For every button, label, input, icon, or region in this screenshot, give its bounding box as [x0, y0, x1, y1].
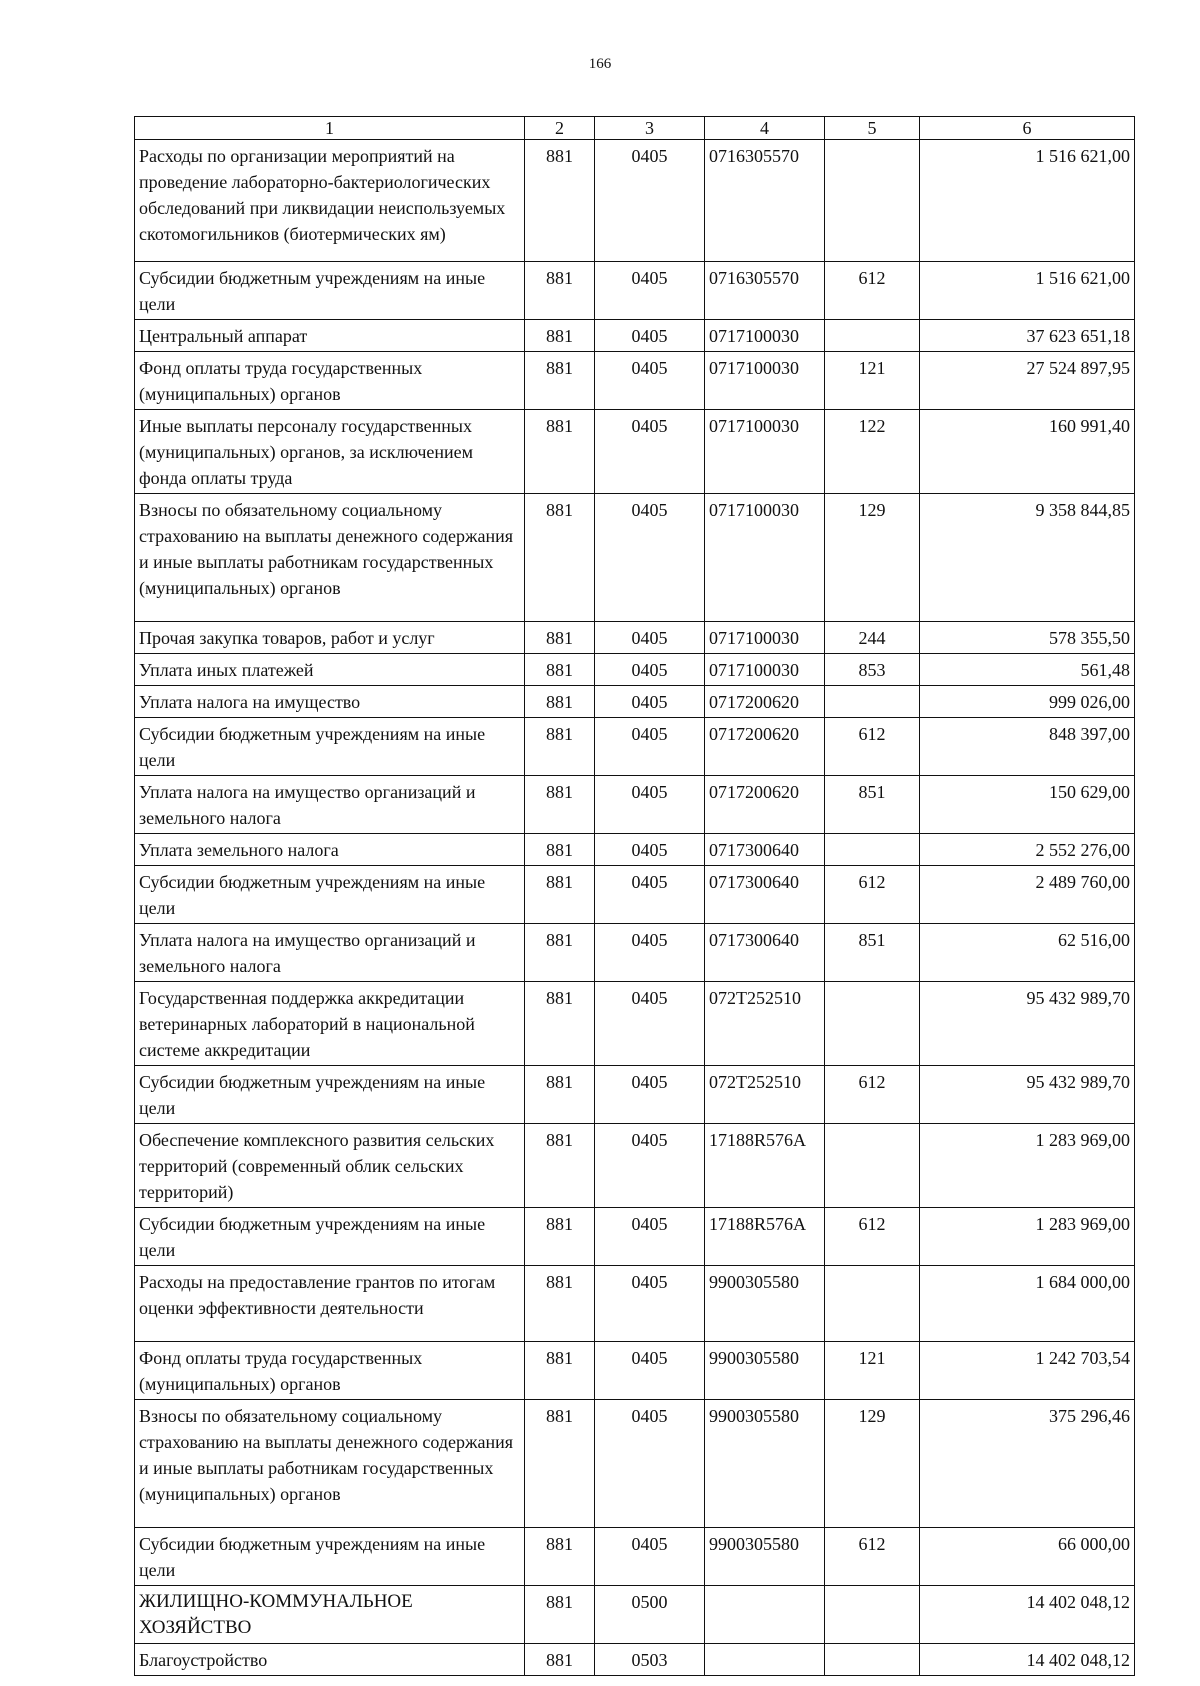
table-row: [135, 654, 1135, 686]
table-row: [135, 1586, 1135, 1644]
row-name: Уплата налога на имущество организаций и земельного налога: [135, 924, 525, 982]
row-col5: [825, 1124, 920, 1208]
row-amount: 14 402 048,12: [920, 1644, 1135, 1676]
row-name: Субсидии бюджетным учреждениям на иные цели: [135, 1066, 525, 1124]
row-col3: 0405: [595, 262, 705, 320]
table-row: [135, 1266, 1135, 1342]
row-col2: 881: [525, 1208, 595, 1266]
row-name: Уплата иных платежей: [135, 654, 525, 686]
table-row: [135, 982, 1135, 1066]
row-col5: 612: [825, 718, 920, 776]
row-col2: 881: [525, 1266, 595, 1342]
row-col5: 121: [825, 352, 920, 410]
row-col4: 0717200620: [705, 776, 825, 834]
row-amount: 1 684 000,00: [920, 1266, 1135, 1342]
row-col2: 881: [525, 494, 595, 622]
table-row: [135, 1400, 1135, 1528]
row-col3: 0405: [595, 686, 705, 718]
table-row: [135, 834, 1135, 866]
row-name: ЖИЛИЩНО-КОММУНАЛЬНОЕ ХОЗЯЙСТВО: [135, 1586, 525, 1644]
row-col2: 881: [525, 982, 595, 1066]
row-col2: 881: [525, 622, 595, 654]
row-col3: 0405: [595, 1342, 705, 1400]
row-col2: 881: [525, 352, 595, 410]
row-col5: 612: [825, 866, 920, 924]
table-row: [135, 1124, 1135, 1208]
row-col2: 881: [525, 776, 595, 834]
row-name: Расходы по организации мероприятий на проведение лабораторно-бактериологических обследований при ликвидации неиспользуемых скотомогильников (биотермических ям): [135, 140, 525, 262]
row-col5: 612: [825, 1528, 920, 1586]
row-col3: 0405: [595, 622, 705, 654]
table-row: [135, 140, 1135, 262]
table-row: [135, 1066, 1135, 1124]
row-col4: 17188R576A: [705, 1124, 825, 1208]
row-col5: 612: [825, 1208, 920, 1266]
row-col3: 0405: [595, 982, 705, 1066]
row-col4: 9900305580: [705, 1266, 825, 1342]
row-col3: 0405: [595, 320, 705, 352]
row-name: Субсидии бюджетным учреждениям на иные цели: [135, 866, 525, 924]
table-row: [135, 1208, 1135, 1266]
row-col4: 0717300640: [705, 834, 825, 866]
row-amount: 150 629,00: [920, 776, 1135, 834]
row-name: Взносы по обязательному социальному страхованию на выплаты денежного содержания и иные выплаты работникам государственных (муниципальных) органов: [135, 494, 525, 622]
column-header: 2: [525, 117, 595, 140]
row-amount: 160 991,40: [920, 410, 1135, 494]
row-col5: 853: [825, 654, 920, 686]
row-col3: 0503: [595, 1644, 705, 1676]
row-col5: 612: [825, 1066, 920, 1124]
row-col3: 0405: [595, 1208, 705, 1266]
row-col5: [825, 686, 920, 718]
row-col4: 072Т252510: [705, 1066, 825, 1124]
row-col5: [825, 1644, 920, 1676]
table-row: [135, 776, 1135, 834]
column-header: 1: [135, 117, 525, 140]
row-name: Субсидии бюджетным учреждениям на иные цели: [135, 718, 525, 776]
row-amount: 2 489 760,00: [920, 866, 1135, 924]
row-amount: 1 516 621,00: [920, 140, 1135, 262]
row-col4: [705, 1644, 825, 1676]
row-col2: 881: [525, 686, 595, 718]
row-amount: 62 516,00: [920, 924, 1135, 982]
row-col2: 881: [525, 866, 595, 924]
row-col4: 17188R576A: [705, 1208, 825, 1266]
row-col5: 851: [825, 924, 920, 982]
row-col4: 0717100030: [705, 622, 825, 654]
row-col3: 0405: [595, 1528, 705, 1586]
row-name: Субсидии бюджетным учреждениям на иные цели: [135, 1208, 525, 1266]
row-col2: 881: [525, 834, 595, 866]
row-name: Прочая закупка товаров, работ и услуг: [135, 622, 525, 654]
row-amount: 27 524 897,95: [920, 352, 1135, 410]
row-col4: 072Т252510: [705, 982, 825, 1066]
column-header: 3: [595, 117, 705, 140]
row-col2: 881: [525, 140, 595, 262]
table-row: [135, 686, 1135, 718]
row-col5: [825, 320, 920, 352]
row-col4: [705, 1586, 825, 1644]
table-row: [135, 494, 1135, 622]
row-amount: 1 516 621,00: [920, 262, 1135, 320]
table-row: [135, 262, 1135, 320]
row-col3: 0405: [595, 776, 705, 834]
table-row: [135, 718, 1135, 776]
row-col3: 0405: [595, 140, 705, 262]
table-row: [135, 866, 1135, 924]
row-col5: [825, 834, 920, 866]
table-row: [135, 352, 1135, 410]
row-col4: 0717100030: [705, 654, 825, 686]
row-name: Уплата налога на имущество организаций и земельного налога: [135, 776, 525, 834]
row-col2: 881: [525, 654, 595, 686]
row-name: Благоустройство: [135, 1644, 525, 1676]
row-col5: 121: [825, 1342, 920, 1400]
row-col4: 0717100030: [705, 320, 825, 352]
row-col4: 0717100030: [705, 410, 825, 494]
row-col4: 0716305570: [705, 262, 825, 320]
row-name: Взносы по обязательному социальному страхованию на выплаты денежного содержания и иные выплаты работникам государственных (муниципальных) органов: [135, 1400, 525, 1528]
table-header-row: [135, 117, 1135, 140]
row-col2: 881: [525, 1066, 595, 1124]
row-amount: 95 432 989,70: [920, 982, 1135, 1066]
table-row: [135, 924, 1135, 982]
row-col2: 881: [525, 1124, 595, 1208]
row-col3: 0405: [595, 1066, 705, 1124]
row-amount: 1 242 703,54: [920, 1342, 1135, 1400]
row-amount: 1 283 969,00: [920, 1124, 1135, 1208]
row-col3: 0405: [595, 410, 705, 494]
row-col5: [825, 982, 920, 1066]
table-row: [135, 1342, 1135, 1400]
row-col4: 0717300640: [705, 924, 825, 982]
row-amount: 375 296,46: [920, 1400, 1135, 1528]
row-col3: 0405: [595, 1400, 705, 1528]
row-amount: 9 358 844,85: [920, 494, 1135, 622]
row-col5: [825, 140, 920, 262]
row-amount: 578 355,50: [920, 622, 1135, 654]
row-amount: 999 026,00: [920, 686, 1135, 718]
row-amount: 95 432 989,70: [920, 1066, 1135, 1124]
row-col3: 0405: [595, 866, 705, 924]
row-col2: 881: [525, 718, 595, 776]
table-row: [135, 320, 1135, 352]
row-col3: 0405: [595, 1266, 705, 1342]
row-col2: 881: [525, 1400, 595, 1528]
row-amount: 848 397,00: [920, 718, 1135, 776]
row-name: Иные выплаты персоналу государственных (муниципальных) органов, за исключением фонда оплаты труда: [135, 410, 525, 494]
row-col5: [825, 1266, 920, 1342]
row-col2: 881: [525, 1342, 595, 1400]
row-name: Уплата налога на имущество: [135, 686, 525, 718]
row-col3: 0405: [595, 924, 705, 982]
row-col2: 881: [525, 320, 595, 352]
row-col4: 0716305570: [705, 140, 825, 262]
row-col5: 129: [825, 494, 920, 622]
row-col2: 881: [525, 262, 595, 320]
row-col2: 881: [525, 1528, 595, 1586]
row-amount: 2 552 276,00: [920, 834, 1135, 866]
column-header: 6: [920, 117, 1135, 140]
row-name: Субсидии бюджетным учреждениям на иные цели: [135, 262, 525, 320]
row-amount: 1 283 969,00: [920, 1208, 1135, 1266]
row-name: Фонд оплаты труда государственных (муниципальных) органов: [135, 352, 525, 410]
row-col4: 0717300640: [705, 866, 825, 924]
row-name: Расходы на предоставление грантов по итогам оценки эффективности деятельности: [135, 1266, 525, 1342]
row-name: Центральный аппарат: [135, 320, 525, 352]
table-row: [135, 410, 1135, 494]
row-amount: 561,48: [920, 654, 1135, 686]
row-col5: 122: [825, 410, 920, 494]
row-col4: 0717200620: [705, 686, 825, 718]
table-row: [135, 1528, 1135, 1586]
row-col4: 0717100030: [705, 352, 825, 410]
row-name: Уплата земельного налога: [135, 834, 525, 866]
row-col5: 129: [825, 1400, 920, 1528]
row-col3: 0405: [595, 352, 705, 410]
row-col4: 9900305580: [705, 1342, 825, 1400]
row-col4: 9900305580: [705, 1400, 825, 1528]
budget-table: [134, 116, 1135, 1676]
row-col3: 0500: [595, 1586, 705, 1644]
page-number: 166: [588, 56, 612, 72]
row-amount: 66 000,00: [920, 1528, 1135, 1586]
row-col2: 881: [525, 924, 595, 982]
row-name: Субсидии бюджетным учреждениям на иные цели: [135, 1528, 525, 1586]
row-col2: 881: [525, 1644, 595, 1676]
row-name: Обеспечение комплексного развития сельских территорий (современный облик сельских территорий): [135, 1124, 525, 1208]
row-col3: 0405: [595, 718, 705, 776]
row-name: Государственная поддержка аккредитации ветеринарных лабораторий в национальной системе аккредитации: [135, 982, 525, 1066]
row-name: Фонд оплаты труда государственных (муниципальных) органов: [135, 1342, 525, 1400]
row-col5: [825, 1586, 920, 1644]
row-col5: 612: [825, 262, 920, 320]
row-amount: 14 402 048,12: [920, 1586, 1135, 1644]
row-col4: 0717200620: [705, 718, 825, 776]
row-col5: 244: [825, 622, 920, 654]
column-header: 4: [705, 117, 825, 140]
row-col3: 0405: [595, 654, 705, 686]
table-row: [135, 622, 1135, 654]
column-header: 5: [825, 117, 920, 140]
row-col2: 881: [525, 410, 595, 494]
row-col4: 0717100030: [705, 494, 825, 622]
row-col2: 881: [525, 1586, 595, 1644]
row-col3: 0405: [595, 834, 705, 866]
row-amount: 37 623 651,18: [920, 320, 1135, 352]
table-row: [135, 1644, 1135, 1676]
row-col5: 851: [825, 776, 920, 834]
row-col3: 0405: [595, 494, 705, 622]
row-col4: 9900305580: [705, 1528, 825, 1586]
row-col3: 0405: [595, 1124, 705, 1208]
